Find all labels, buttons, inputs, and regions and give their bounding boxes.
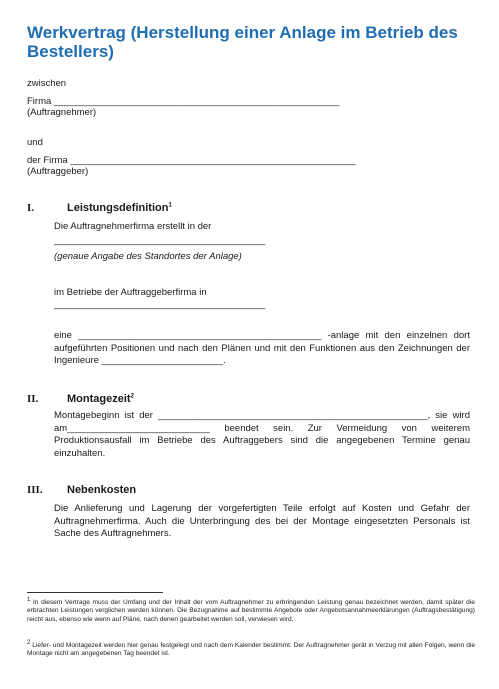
client-role: (Auftraggeber): [27, 166, 89, 177]
and-label: und: [27, 137, 43, 148]
footnote-2-text: Liefer- und Montagezeit werden hier genau festgelegt und nach dem Kalender bestimmt. Der Auftragnehmer gerät in Verzug mit allen Folgen, wenn die Montage nicht am angegebenen Tag beendet ist.: [27, 642, 475, 658]
section1-blank2: ________________________________________: [54, 299, 266, 310]
footnote-2: [27, 639, 475, 659]
section1-hint: (genaue Angabe des Standortes der Anlage): [54, 251, 242, 262]
footnote-2-number: 2: [27, 639, 31, 646]
section2-paragraph: Montagebeginn ist der ___________________________________________________, sie wird am___________________________ beendet sein. Zur Vermeidung von weiterem Produktionsausfall im Betriebe des Auftraggebers sind die angegebenen Termine genau einzuhalten.: [54, 410, 470, 459]
section1-number: I.: [27, 202, 35, 214]
contractor-line: Firma ______________________________________________________: [27, 96, 340, 107]
footnote-1: [27, 596, 475, 624]
section2-number: II.: [27, 393, 39, 405]
contractor-role: (Auftragnehmer): [27, 107, 97, 118]
section1-title: Leistungsdefinition$^1$: [67, 202, 172, 214]
footnote-1-number: 1: [27, 596, 31, 603]
section3-number: III.: [27, 484, 43, 496]
section3-title: Nebenkosten: [67, 484, 137, 496]
footnote-1-text: In diesem Vertrage muss der Umfang und der Inhalt der vom Auftragnehmer zu erbringenden Leistung genau bezeichnet werden, damit später die erbrachten Leistungen verglichen werden können. Die Bezugnahme auf bestimmte Angebote oder Angebotsannahmeerklärungen (Auftragsbestätigung) reicht aus, ebenso wie wenn auf Pläne, nach denen gearbeitet werden soll, verwiesen wird.: [27, 599, 475, 623]
section2-title: Montagezeit$^2$: [67, 393, 134, 405]
section1-paragraph: eine ______________________________________________ -anlage mit den einzelnen dort aufgeführten Positionen und nach den Plänen und mit den Funktionen aus den Zeichnungen der Ingenieure _______________________.: [54, 330, 470, 367]
client-line: der Firma ______________________________________________________: [27, 155, 356, 166]
section1-line1: Die Auftragnehmerfirma erstellt in der: [54, 221, 212, 232]
footnote-ref-1: 1: [168, 202, 172, 209]
document-title: Werkvertrag (Herstellung einer Anlage im Betrieb des Bestellers): [27, 23, 458, 61]
between-label: zwischen: [27, 78, 67, 89]
section1-blank1: ________________________________________: [54, 235, 266, 246]
footnote-separator: [27, 592, 163, 593]
section1-line2: im Betriebe der Auftraggeberfirma in: [54, 287, 207, 298]
section3-paragraph: Die Anlieferung und Lagerung der vorgefertigten Teile erfolgt auf Kosten und Gefahr der Auftragnehmerfirma. Auch die Unterbringung des bei der Montage eingesetzten Personals ist Sache des Auftragnehmers.: [54, 503, 470, 540]
footnote-ref-2: 2: [130, 393, 134, 400]
